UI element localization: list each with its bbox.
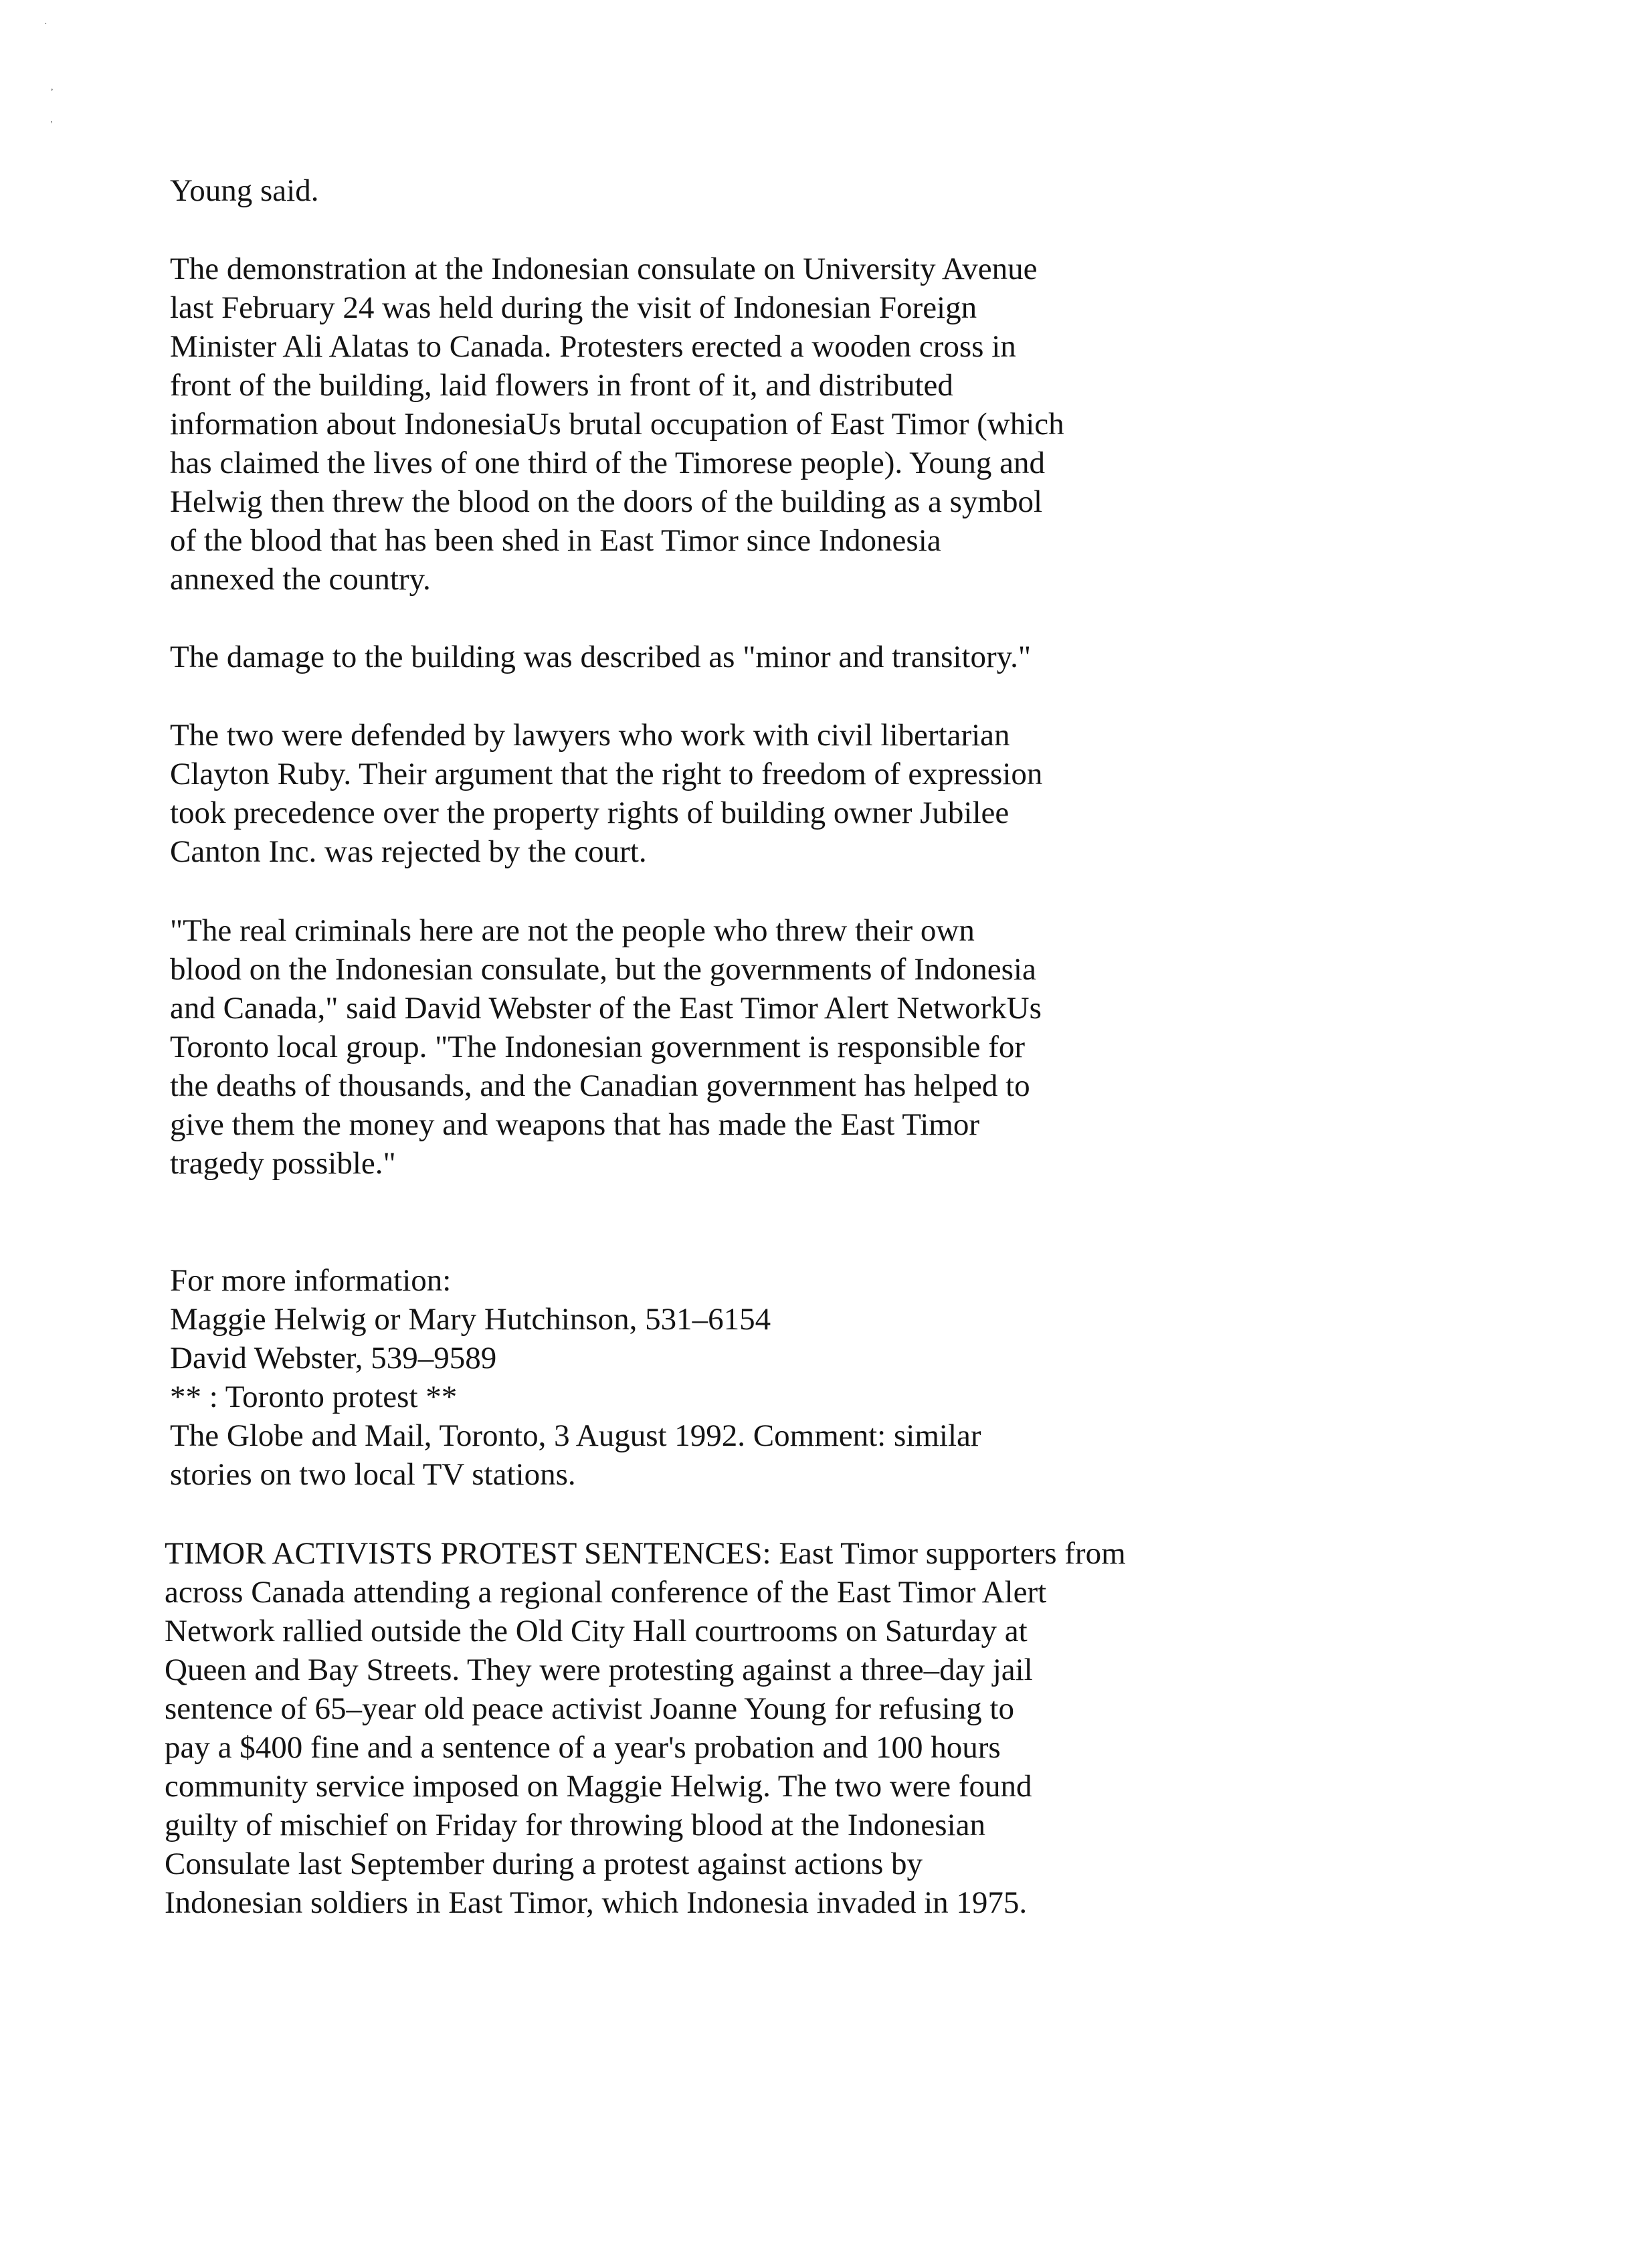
- text-line: "The real criminals here are not the people who threw their own: [170, 913, 975, 948]
- text-line: across Canada attending a regional conference of the East Timor Alert: [165, 1575, 1047, 1610]
- text-line: stories on two local TV stations.: [170, 1457, 576, 1492]
- text-line: give them the money and weapons that has made the East Timor: [170, 1107, 980, 1142]
- text-line: TIMOR ACTIVISTS PROTEST SENTENCES: East Timor supporters from: [165, 1536, 1126, 1571]
- text-line: the deaths of thousands, and the Canadian government has helped to: [170, 1068, 1030, 1103]
- text-line: The demonstration at the Indonesian consulate on University Avenue: [170, 252, 1038, 286]
- text-line: blood on the Indonesian consulate, but the governments of Indonesia: [170, 952, 1036, 987]
- contact-and-source-block: [170, 1261, 981, 1494]
- text-line: and Canada," said David Webster of the East Timor Alert NetworkUs: [170, 991, 1042, 1026]
- text-line: Maggie Helwig or Mary Hutchinson, 531–6154: [170, 1302, 771, 1337]
- paragraph-damage: [170, 638, 1031, 676]
- paragraph-closing-quote: [170, 171, 318, 210]
- text-line: pay a $400 fine and a sentence of a year's probation and 100 hours: [165, 1730, 1001, 1765]
- paragraph-webster-quote: [170, 911, 1042, 1183]
- text-line: ** : Toronto protest **: [170, 1380, 458, 1414]
- text-line: has claimed the lives of one third of the Timorese people). Young and: [170, 446, 1045, 480]
- scan-speck: ': [51, 120, 53, 130]
- text-line: The two were defended by lawyers who work with civil libertarian: [170, 718, 1010, 753]
- text-line: Clayton Ruby. Their argument that the right to freedom of expression: [170, 757, 1043, 791]
- scan-speck: ·: [44, 19, 47, 29]
- paragraph-timor-activists: [165, 1534, 1126, 1922]
- text-line: Helwig then threw the blood on the doors of the building as a symbol: [170, 484, 1043, 519]
- scan-speck: ,: [51, 82, 54, 92]
- text-line: Queen and Bay Streets. They were protesting against a three–day jail: [165, 1652, 1033, 1687]
- text-line: of the blood that has been shed in East Timor since Indonesia: [170, 523, 941, 558]
- text-line: took precedence over the property rights of building owner Jubilee: [170, 795, 1010, 830]
- text-line: Network rallied outside the Old City Hall courtrooms on Saturday at: [165, 1614, 1028, 1648]
- text-line: front of the building, laid flowers in front of it, and distributed: [170, 368, 953, 403]
- text-line: For more information:: [170, 1263, 452, 1298]
- text-line: Minister Ali Alatas to Canada. Protesters erected a wooden cross in: [170, 329, 1016, 364]
- paragraph-demonstration: [170, 250, 1064, 599]
- text-line: tragedy possible.": [170, 1146, 396, 1181]
- text-line: sentence of 65–year old peace activist Joanne Young for refusing to: [165, 1691, 1014, 1726]
- text-line: guilty of mischief on Friday for throwing blood at the Indonesian: [165, 1808, 986, 1842]
- paragraph-defense: [170, 716, 1042, 871]
- text-line: Young said.: [170, 173, 319, 208]
- text-line: The damage to the building was described as "minor and transitory.": [170, 640, 1032, 674]
- text-line: Indonesian soldiers in East Timor, which Indonesia invaded in 1975.: [165, 1885, 1028, 1920]
- text-line: last February 24 was held during the visit of Indonesian Foreign: [170, 290, 977, 325]
- text-line: Toronto local group. "The Indonesian government is responsible for: [170, 1030, 1026, 1064]
- text-line: information about IndonesiaUs brutal occupation of East Timor (which: [170, 407, 1064, 442]
- text-line: annexed the country.: [170, 562, 431, 597]
- text-line: Consulate last September during a protest against actions by: [165, 1847, 923, 1881]
- text-line: Canton Inc. was rejected by the court.: [170, 834, 647, 869]
- text-line: community service imposed on Maggie Helwig. The two were found: [165, 1769, 1032, 1804]
- text-line: David Webster, 539–9589: [170, 1341, 497, 1376]
- text-line: The Globe and Mail, Toronto, 3 August 1992. Comment: similar: [170, 1418, 981, 1453]
